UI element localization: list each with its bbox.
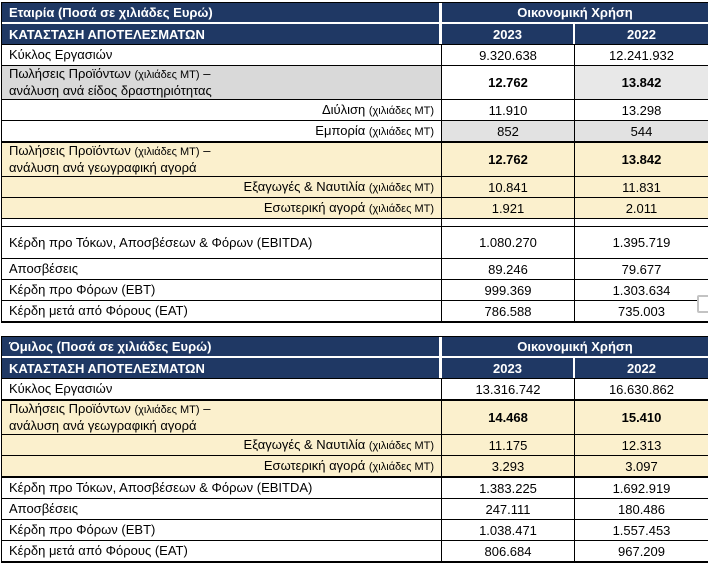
row-label: Κέρδη προ Φόρων (ΕΒΤ) bbox=[2, 520, 442, 540]
value-2023: 12.762 bbox=[442, 143, 575, 176]
row-label: Κύκλος Εργασιών bbox=[2, 45, 442, 65]
statement-header: ΚΑΤΑΣΤΑΣΗ ΑΠΟΤΕΛΕΣΜΑΤΩΝ bbox=[2, 358, 442, 378]
value-2022: 735.003 bbox=[575, 301, 708, 321]
year-2023-header: 2023 bbox=[442, 24, 575, 44]
statement-header: ΚΑΤΑΣΤΑΣΗ ΑΠΟΤΕΛΕΣΜΑΤΩΝ bbox=[2, 24, 442, 44]
table-title: Όμιλος (Ποσά σε χιλιάδες Ευρώ) bbox=[2, 337, 442, 358]
value-2023: 1.383.225 bbox=[442, 478, 575, 498]
row-label: Αποσβέσεις bbox=[2, 259, 442, 279]
value-2023: 89.246 bbox=[442, 259, 575, 279]
value-2022: 967.209 bbox=[575, 541, 708, 561]
column-header-row bbox=[2, 358, 708, 378]
value-2023: 12.762 bbox=[442, 66, 575, 99]
value-2023: 11.910 bbox=[442, 100, 575, 120]
fiscal-year-header: Οικονομική Χρήση bbox=[442, 337, 708, 358]
year-2023-header: 2023 bbox=[442, 358, 575, 378]
table-body bbox=[2, 44, 708, 321]
value-2023: 999.369 bbox=[442, 280, 575, 300]
value-2023: 9.320.638 bbox=[442, 45, 575, 65]
row-label: Κύκλος Εργασιών bbox=[2, 379, 442, 399]
row-label bbox=[2, 219, 442, 226]
table-row bbox=[2, 540, 708, 561]
table-title-row bbox=[2, 3, 708, 24]
table-row bbox=[2, 476, 708, 498]
column-header-row bbox=[2, 24, 708, 44]
table-row bbox=[2, 197, 708, 218]
row-label: Εξαγωγές & Ναυτιλία (χιλιάδες ΜΤ) bbox=[2, 435, 442, 455]
year-2022-header: 2022 bbox=[575, 24, 708, 44]
value-2023: 11.175 bbox=[442, 435, 575, 455]
row-label: Κέρδη μετά από Φόρους (ΕΑΤ) bbox=[2, 301, 442, 321]
table-row bbox=[2, 279, 708, 300]
row-label: Πωλήσεις Προϊόντων (χιλιάδες ΜΤ) – ανάλυση ανά γεωγραφική αγορά bbox=[2, 143, 442, 176]
row-label: Εσωτερική αγορά (χιλιάδες ΜΤ) bbox=[2, 198, 442, 218]
value-2023: 806.684 bbox=[442, 541, 575, 561]
table-row bbox=[2, 300, 708, 321]
table-row bbox=[2, 218, 708, 226]
row-label: Πωλήσεις Προϊόντων (χιλιάδες ΜΤ) – ανάλυση ανά γεωγραφική αγορά bbox=[2, 401, 442, 434]
table-row bbox=[2, 455, 708, 476]
value-2023 bbox=[442, 219, 575, 226]
table-row bbox=[2, 399, 708, 434]
table-row bbox=[2, 226, 708, 258]
value-2022: 16.630.862 bbox=[575, 379, 708, 399]
value-2022: 13.298 bbox=[575, 100, 708, 120]
value-2023: 3.293 bbox=[442, 456, 575, 476]
table-row bbox=[2, 120, 708, 141]
row-label: Εμπορία (χιλιάδες ΜΤ) bbox=[2, 121, 442, 141]
value-2022: 1.557.453 bbox=[575, 520, 708, 540]
value-2023: 1.038.471 bbox=[442, 520, 575, 540]
row-label: Αποσβέσεις bbox=[2, 499, 442, 519]
table-row bbox=[2, 44, 708, 65]
value-2023: 852 bbox=[442, 121, 575, 141]
row-label: Κέρδη προ Τόκων, Αποσβέσεων & Φόρων (EBITDA) bbox=[2, 478, 442, 498]
value-2023: 1.921 bbox=[442, 198, 575, 218]
value-2022: 79.677 bbox=[575, 259, 708, 279]
table-row bbox=[2, 176, 708, 197]
value-2023: 1.080.270 bbox=[442, 227, 575, 258]
row-label: Εσωτερική αγορά (χιλιάδες ΜΤ) bbox=[2, 456, 442, 476]
value-2023: 786.588 bbox=[442, 301, 575, 321]
table-row bbox=[2, 498, 708, 519]
table-row bbox=[2, 258, 708, 279]
table-row bbox=[2, 434, 708, 455]
value-2022: 1.692.919 bbox=[575, 478, 708, 498]
table-row bbox=[2, 141, 708, 176]
value-2023: 13.316.742 bbox=[442, 379, 575, 399]
group-income-statement-table bbox=[1, 336, 708, 563]
table-resize-handle[interactable] bbox=[697, 295, 708, 313]
value-2023: 10.841 bbox=[442, 177, 575, 197]
table-row bbox=[2, 378, 708, 399]
value-2023: 14.468 bbox=[442, 401, 575, 434]
value-2022: 180.486 bbox=[575, 499, 708, 519]
value-2022: 13.842 bbox=[575, 66, 708, 99]
row-label: Κέρδη μετά από Φόρους (ΕΑΤ) bbox=[2, 541, 442, 561]
value-2022: 15.410 bbox=[575, 401, 708, 434]
value-2022: 1.303.634 bbox=[575, 280, 708, 300]
year-2022-header: 2022 bbox=[575, 358, 708, 378]
table-title: Εταιρία (Ποσά σε χιλιάδες Ευρώ) bbox=[2, 3, 442, 24]
fiscal-year-header: Οικονομική Χρήση bbox=[442, 3, 708, 24]
table-body bbox=[2, 378, 708, 561]
value-2022: 3.097 bbox=[575, 456, 708, 476]
value-2022: 12.313 bbox=[575, 435, 708, 455]
value-2022: 1.395.719 bbox=[575, 227, 708, 258]
table-title-row bbox=[2, 337, 708, 358]
table-row bbox=[2, 99, 708, 120]
table-row bbox=[2, 519, 708, 540]
value-2022: 13.842 bbox=[575, 143, 708, 176]
value-2022: 2.011 bbox=[575, 198, 708, 218]
row-label: Διύλιση (χιλιάδες ΜΤ) bbox=[2, 100, 442, 120]
value-2022: 12.241.932 bbox=[575, 45, 708, 65]
value-2022 bbox=[575, 219, 708, 226]
row-label: Κέρδη προ Φόρων (ΕΒΤ) bbox=[2, 280, 442, 300]
row-label: Εξαγωγές & Ναυτιλία (χιλιάδες ΜΤ) bbox=[2, 177, 442, 197]
value-2023: 247.111 bbox=[442, 499, 575, 519]
table-row bbox=[2, 65, 708, 99]
company-income-statement-table bbox=[1, 2, 708, 323]
row-label: Κέρδη προ Τόκων, Αποσβέσεων & Φόρων (EBITDA) bbox=[2, 227, 442, 258]
value-2022: 544 bbox=[575, 121, 708, 141]
row-label: Πωλήσεις Προϊόντων (χιλιάδες ΜΤ) – ανάλυση ανά είδος δραστηριότητας bbox=[2, 66, 442, 99]
value-2022: 11.831 bbox=[575, 177, 708, 197]
